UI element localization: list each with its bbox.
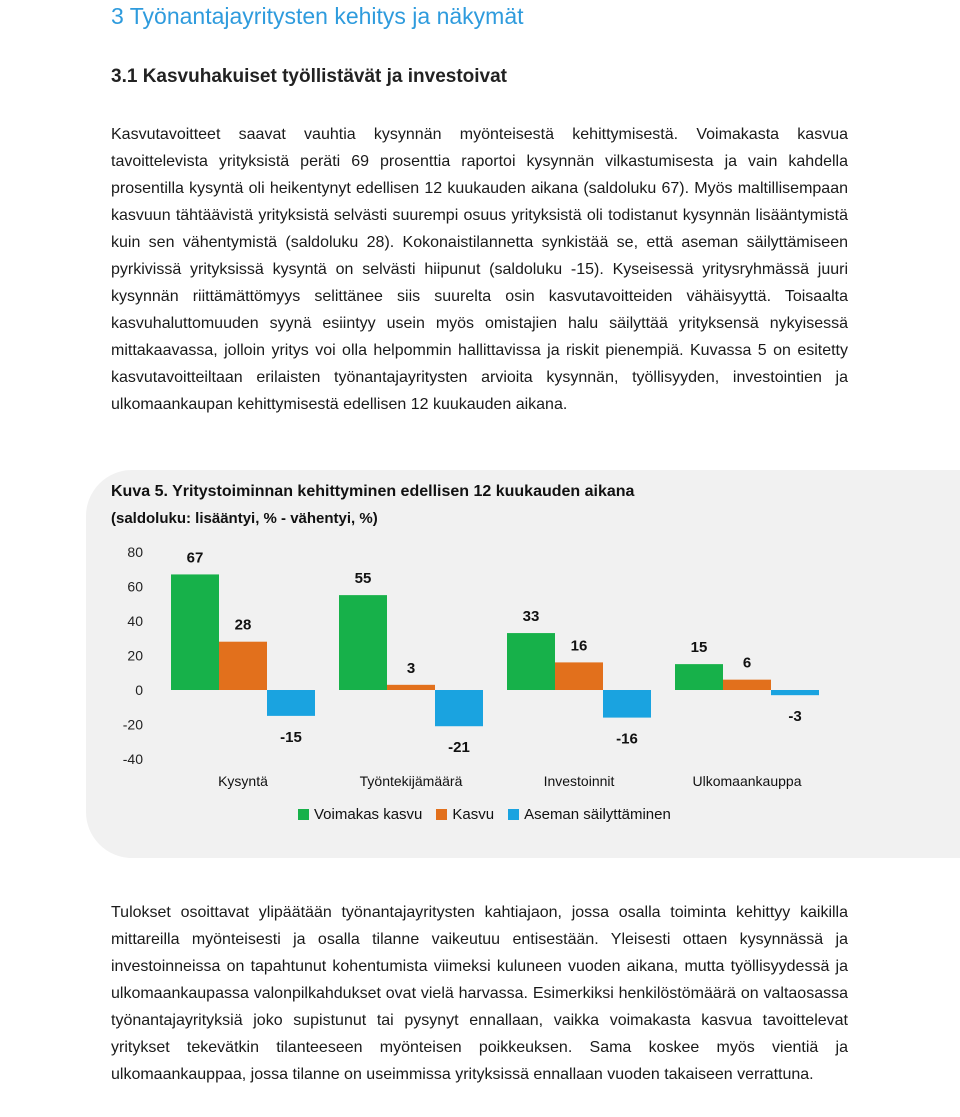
value-label: 28 [234,616,252,634]
value-label: -21 [448,739,470,757]
body-paragraph-1: Kasvutavoitteet saavat vauhtia kysynnän myönteisestä kehittymisestä. Voimakasta kasvua tavoittelevista yrityksistä peräti 69 prosenttia raportoi kysynnän vilkastumisesta ja vain kahdella prosentilla kysyntä oli heikentynyt edellisen 12 kuukauden aikana (saldoluku 67). Myös maltillisempaan kasvuun tähtäävistä yrityksistä selvästi suurempi osuus yrityksistä oli todistanut kysynnän lisääntymistä kuin sen vähentymistä (saldoluku 28). Kokonaistilannetta synkistää se, että aseman säilyttämiseen pyrkivissä yrityksissä kysyntä on selvästi hiipunut (saldoluku -15). Kyseisessä yritysryhmässä juuri kysynnän riittämättömyys selittänee siis suurelta osin kasvutavoitteiden vähäisyyttä. Toisaalta kasvuhaluttomuuden syynä esiintyy usein myös omistajien halu säilyttää yrityksensä nykyisessä mittakaavassa, jolloin yritys voi olla helpommin hallittavissa ja riskit pienempiä. Kuvassa 5 on esitetty kasvutavoitteiltaan erilaisten työnantajayritysten arvioita kysynnän, työllisyyden, investointien ja ulkomaankaupan kehittymisestä edellisen 12 kuukauden aikana. [111,126,848,413]
bar [387,685,435,690]
bar [219,642,267,690]
value-label: 55 [354,570,372,588]
value-label: -15 [280,728,302,746]
legend-label-aseman-sailyttaminen: Aseman säilyttäminen [524,806,671,823]
value-label: 67 [186,549,204,567]
category-label: Kysyntä [218,773,268,789]
legend-item-kasvu [436,806,494,823]
value-label: -16 [616,730,638,748]
legend-label-voimakas-kasvu: Voimakas kasvu [314,806,423,823]
value-label: -3 [788,708,802,726]
bar [555,662,603,690]
legend-item-aseman-sailyttaminen [508,806,671,823]
bar [771,690,819,695]
legend-label-kasvu: Kasvu [452,806,495,823]
bar [435,690,483,726]
bar [339,595,387,690]
value-label: 15 [690,639,708,657]
y-tick-label: 20 [127,647,143,664]
category-label: Investoinnit [543,773,615,789]
y-tick-label: 0 [135,682,143,698]
value-labels [187,549,802,756]
figure-subtitle: (saldoluku: lisääntyi, % - vähentyi, %) [111,510,378,527]
subsection-heading: 3.1 Kasvuhakuiset työllistävät ja investoivat [111,66,508,87]
value-label: 3 [406,659,416,677]
legend-item-voimakas-kasvu [298,806,422,823]
legend-swatch-aseman-sailyttaminen [508,809,519,820]
legend-swatch-kasvu [436,809,447,820]
category-label: Työntekijämäärä [359,773,463,789]
y-tick-label: 80 [127,544,143,560]
figure-title: Kuva 5. Yritystoiminnan kehittyminen edellisen 12 kuukauden aikana [111,483,635,500]
value-label: 6 [742,654,752,672]
bar [171,574,219,690]
y-tick-label: 40 [127,613,143,629]
y-tick-label: -40 [122,751,143,767]
body-paragraph-2: Tulokset osoittavat ylipäätään työnantajayritysten kahtiajaon, jossa osalla toiminta kehittyy kaikilla mittareilla myönteisesti ja osalla tilanne vaikeutuu entisestään. Yleisesti ottaen kysynnässä ja investoinneissa on tapahtunut kohentumista viimeksi kuluneen vuoden aikana, mutta työllisyydessä ja ulkomaankaupassa valonpilkahdukset ovat vielä harvassa. Esimerkiksi henkilöstömäärä on valtaosassa työnantajayrityksiä joko supistunut tai pysynyt ennallaan, vaikka voimakasta kasvua tavoittelevat yritykset tekevätkin tilanteeseen myönteisen poikkeuksen. Sama koskee myös vientiä ja ulkomaankauppaa, jossa tilanne on useimmissa yrityksissä ennallaan vuoden takaiseen verrattuna. [111,904,848,1083]
bar [723,680,771,690]
category-label: Ulkomaankauppa [692,773,802,789]
category-labels [218,773,802,789]
chart-bars [171,574,819,726]
bar [267,690,315,716]
y-tick-label: 60 [127,578,143,595]
legend-swatch-voimakas-kasvu [298,809,309,820]
section-heading: 3 Työnantajayritysten kehitys ja näkymät [111,3,524,29]
value-label: 33 [522,608,540,626]
y-axis-ticks [123,544,143,767]
y-tick-label: -20 [122,716,143,733]
bar [507,633,555,690]
value-label: 16 [570,637,588,655]
chart-legend [298,806,671,823]
bar [675,664,723,690]
bar [603,690,651,718]
